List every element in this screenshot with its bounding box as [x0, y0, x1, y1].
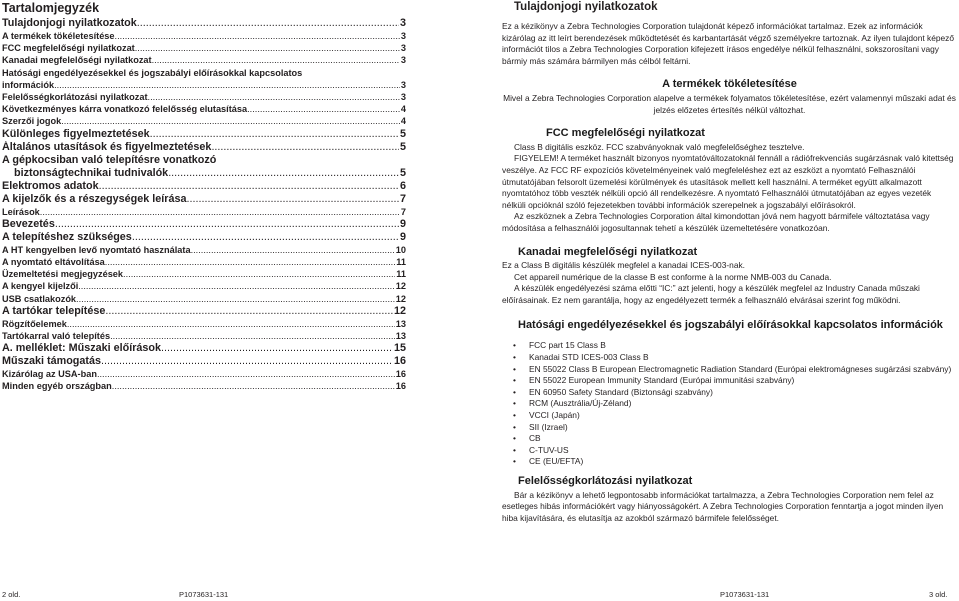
toc-entry[interactable] — [2, 180, 406, 193]
toc-entry-text: Minden egyéb országban — [2, 381, 112, 392]
toc-entry-text: A tartókar telepítése — [2, 304, 106, 317]
table-of-contents — [2, 17, 406, 393]
toc-entry-text: Tulajdonjogi nyilatkozatok — [2, 17, 137, 29]
toc-entry-page: 9 — [399, 217, 406, 230]
toc-entry-page: 12 — [395, 293, 406, 304]
toc-entry-text: Kizárólag az USA-ban — [2, 369, 97, 380]
toc-entry[interactable] — [2, 206, 406, 218]
toc-entry-page: 11 — [396, 257, 406, 268]
toc-entry[interactable] — [2, 42, 406, 54]
toc-entry-text: Különleges figyelmeztetések — [2, 127, 150, 140]
toc-leader-dots — [67, 318, 395, 330]
toc-entry-page: 3 — [400, 92, 406, 103]
list-item: • RCM (Ausztrália/Új-Zéland) — [518, 398, 957, 410]
toc-entry[interactable] — [2, 67, 406, 79]
toc-leader-dots — [148, 91, 400, 103]
toc-entry[interactable] — [2, 330, 406, 342]
toc-entry-page: 12 — [393, 304, 406, 317]
toc-entry-text: Tartókarral való telepítés — [2, 331, 111, 342]
toc-entry[interactable] — [2, 91, 406, 103]
toc-entry-text: A telepítéshez szükséges — [2, 230, 132, 243]
toc-entry[interactable] — [2, 380, 406, 392]
toc-entry[interactable] — [2, 103, 406, 115]
toc-entry[interactable] — [2, 244, 406, 256]
toc-entry[interactable] — [2, 231, 406, 244]
toc-entry-page: 9 — [399, 230, 406, 243]
toc-leader-dots — [105, 305, 393, 318]
list-item: • C-TUV-US — [518, 445, 957, 457]
toc-entry-page: 3 — [400, 79, 406, 90]
toc-title: Tartalomjegyzék — [2, 1, 100, 15]
toc-entry-page: 4 — [400, 104, 406, 115]
toc-entry[interactable] — [2, 218, 406, 231]
toc-entry[interactable] — [2, 305, 406, 318]
toc-leader-dots — [168, 167, 399, 180]
toc-entry-text: Felelősségkorlátozási nyilatkozat — [2, 92, 148, 103]
toc-leader-dots — [110, 330, 395, 342]
toc-entry-text: Szerzői jogok — [2, 116, 62, 127]
toc-entry-text: Hatósági engedélyezésekkel és jogszabályi előírásokkal kapcsolatos — [2, 67, 303, 78]
toc-leader-dots — [186, 193, 399, 206]
toc-entry-page: 5 — [399, 140, 406, 153]
list-item: • EN 60950 Safety Standard (Biztonsági szabvány) — [518, 387, 957, 399]
toc-entry-text: USB csatlakozók — [2, 293, 77, 304]
toc-entry[interactable] — [2, 193, 406, 206]
toc-entry[interactable] — [2, 79, 406, 91]
list-item: • Kanadai STD ICES-003 Class B — [518, 352, 957, 364]
toc-entry[interactable] — [2, 318, 406, 330]
toc-leader-dots — [101, 355, 393, 368]
regulatory-list — [502, 340, 957, 468]
toc-entry-text: A kijelzők és a részegységek leírása — [2, 192, 187, 205]
toc-entry[interactable] — [2, 256, 406, 268]
toc-entry-text: Következményes kárra vonatkozó felelősség elutasítása — [2, 104, 248, 115]
toc-entry-text: A gépkocsiban való telepítésre vonatkozó — [2, 153, 217, 166]
fcc-heading: FCC megfelelőségi nyilatkozat — [546, 127, 705, 140]
toc-entry-page: 6 — [399, 179, 406, 192]
toc-entry-text: A kengyel kijelzői — [2, 281, 79, 292]
improve-paragraph: Mivel a Zebra Technologies Corporation alapelve a termékek folyamatos tökéletesítése, ezért valamennyi műszaki adat és jelzés előzetes értesítés nélkül változhat. — [503, 92, 956, 115]
toc-entry-page: 16 — [393, 355, 406, 368]
toc-leader-dots — [78, 280, 395, 292]
toc-entry[interactable] — [2, 280, 406, 292]
toc-entry-text: biztonságtechnikai tudnivalók — [14, 166, 169, 179]
list-item: • EN 55022 European Immunity Standard (Európai immunitási szabvány) — [518, 375, 957, 387]
toc-leader-dots — [105, 256, 395, 268]
toc-entry-page: 3 — [400, 43, 406, 54]
toc-leader-dots — [112, 380, 395, 392]
toc-leader-dots — [135, 42, 400, 54]
toc-entry-text: Üzemeltetési megjegyzések — [2, 269, 124, 280]
list-item: • CE (EU/EFTA) — [518, 456, 957, 468]
toc-entry[interactable] — [2, 141, 406, 154]
toc-leader-dots — [211, 141, 399, 154]
disclaimer-paragraph: Bár a kézikönyv a lehető legpontosabb információkat tartalmazza, a Zebra Technologies Corporation nem felel az esetleges hibás információkért vagy hiányosságokért. A Zebra Technologies Corporation fenntartja a jogot minden ilyen hiba kijavítására, és elutasítja az azokból származó bármifele felelősséget. — [502, 489, 944, 523]
toc-entry-text: A termékek tökéletesítése — [2, 31, 115, 41]
toc-leader-dots — [123, 268, 395, 280]
canada-paragraph: A készülék engedélyezési száma előtti “IC:” azt jelenti, hogy a készülék megfelel az Industry Canada műszaki előírásainak. Ez nem garantálja, hogy az engedélyezett termék a felhasználó elvárásai szerint fog működni. — [502, 283, 920, 305]
list-item: • VCCI (Japán) — [518, 410, 957, 422]
improve-heading: A termékek tökéletesítése — [662, 78, 797, 91]
toc-entry[interactable] — [2, 368, 406, 380]
toc-leader-dots — [150, 128, 399, 141]
toc-entry-page: 12 — [395, 281, 406, 292]
right-page-header: Tulajdonjogi nyilatkozatok — [514, 1, 658, 13]
list-item: • SII (Izrael) — [518, 422, 957, 434]
toc-entry-text: Elektromos adatok — [2, 179, 99, 192]
footer-right-code: P1073631-131 — [720, 590, 770, 599]
toc-entry[interactable] — [2, 154, 406, 167]
toc-leader-dots — [55, 218, 399, 231]
toc-leader-dots — [99, 180, 399, 193]
toc-leader-dots — [76, 293, 395, 305]
disclaimer-heading: Felelősségkorlátozási nyilatkozat — [518, 475, 693, 487]
toc-entry-page: 16 — [395, 381, 406, 392]
toc-entry-page: 7 — [400, 206, 406, 217]
toc-entry[interactable] — [2, 293, 406, 305]
footer-right-page: 3 old. — [929, 590, 948, 599]
toc-entry-text: információk — [2, 79, 55, 90]
list-item: • FCC part 15 Class B — [518, 340, 957, 352]
list-item: • EN 55022 Class B European Electromagnetic Radiation Standard (Európai elektromágneses sugárzási szabvány) — [518, 364, 957, 376]
toc-entry-page: 11 — [396, 269, 406, 280]
list-item: • CB — [518, 433, 957, 445]
toc-entry[interactable] — [2, 17, 406, 30]
toc-entry[interactable] — [2, 167, 406, 180]
toc-entry-text: Rögzítőelemek — [2, 318, 67, 329]
toc-leader-dots — [152, 54, 400, 66]
toc-entry-text: Bevezetés — [2, 217, 55, 230]
toc-entry-text: Általános utasítások és figyelmeztetések — [2, 140, 212, 153]
canada-heading: Kanadai megfelelőségi nyilatkozat — [518, 245, 698, 258]
canada-paragraph: Ez a Class B digitális készülék megfelel a kanadai ICES-003-nak. — [502, 260, 745, 271]
toc-entry-page: 13 — [395, 318, 406, 329]
fcc-paragraph: Az eszköznek a Zebra Technologies Corporation által kimondottan jóvá nem hagyott bármifele változtatása vagy módosítása a felhasználói jogosultannak tehetí a készülék üzemeltetésére vonatkozóan. — [502, 211, 930, 233]
fcc-paragraph: Class B digitális eszköz. FCC szabványoknak való megfelelőséghez tesztelve. — [514, 141, 805, 152]
toc-entry[interactable] — [2, 342, 406, 355]
toc-leader-dots — [61, 115, 400, 127]
toc-entry-text: Kanadai megfelelőségi nyilatkozat — [2, 55, 152, 66]
toc-entry-page: 3 — [399, 17, 406, 29]
toc-entry-text: A HT kengyelben levő nyomtató használata — [2, 244, 191, 255]
toc-entry-text: FCC megfelelőségi nyilatkozat — [2, 43, 135, 54]
toc-leader-dots — [247, 103, 400, 115]
toc-leader-dots — [137, 17, 399, 30]
toc-entry[interactable] — [2, 268, 406, 280]
toc-entry[interactable] — [2, 30, 406, 42]
toc-entry-text: Leírások — [2, 206, 40, 217]
toc-entry-text: Műszaki támogatás — [2, 355, 102, 368]
toc-entry-page: 4 — [400, 116, 406, 127]
toc-leader-dots — [54, 79, 400, 91]
intro-paragraph: Ez a kézikönyv a Zebra Technologies Corporation tulajdonát képező információkat tartalmaz. Ezek az információk kizárólag az itt leírt berendezések működtetését és karbantartását végző személyekre tartoznak. Az ilyen tulajdont képező információt tilos a Zebra Technologies Corporation kifejezett írásos engedélye nélkül felhasználni, sokszorosítani vagy bármiy más számára bármilyen más célból feltárni. — [502, 21, 955, 66]
toc-entry-page: 16 — [395, 369, 406, 380]
right-page-body — [502, 21, 957, 524]
fcc-paragraph: FIGYELEM! A terméket használt bizonyos nyomtatóváltozatoknál fennáll a rádiófrekvenciás sugárzásnak való kitettség veszélye. Az FCC RF expozíciós követelményeinek való megfeleléshez ezt az eszközt a nyomtató Felhasználói útmutatójában felsorolt üzemelési körülmények és utasítások mellett kell használni. A terméket együtt alkalmazott nyomtatóhoz több veszték nélküli opció áll rendelkezésre. A nyomtató Felhasználói útmutatójában az egyes vezeték nélküli opcióknál szóló fejezetekben további információk szerepelnek a jogszabályi előírásokról. — [502, 153, 954, 210]
toc-entry[interactable] — [2, 115, 406, 127]
toc-entry-page: 3 — [400, 55, 406, 66]
toc-entry-page: 7 — [399, 192, 406, 205]
toc-leader-dots — [191, 244, 395, 256]
toc-entry-page: 13 — [395, 331, 406, 342]
toc-leader-dots — [97, 368, 395, 380]
toc-entry[interactable] — [2, 128, 406, 141]
regulatory-heading: Hatósági engedélyezésekkel és jogszabályi előírásokkal kapcsolatos információk — [518, 319, 943, 332]
toc-entry-page: 10 — [395, 244, 406, 255]
toc-entry-page: 15 — [393, 342, 406, 355]
toc-entry-page: 3 — [400, 31, 406, 41]
toc-leader-dots — [115, 30, 400, 42]
toc-entry-page: 5 — [399, 127, 406, 140]
toc-entry[interactable] — [2, 54, 406, 66]
canada-paragraph: Cet appareil numérique de la classe B est conforme à la norme NMB-003 du Canada. — [514, 271, 832, 282]
toc-leader-dots — [40, 206, 400, 218]
toc-entry-page: 5 — [399, 166, 406, 179]
toc-entry-text: A. melléklet: Műszaki előírások — [2, 342, 162, 355]
toc-entry-text: A nyomtató eltávolítása — [2, 257, 105, 268]
toc-leader-dots — [161, 342, 393, 355]
toc-entry[interactable] — [2, 355, 406, 368]
footer-left-page: 2 old. — [2, 590, 21, 599]
toc-leader-dots — [132, 231, 399, 244]
footer-left-code: P1073631-131 — [179, 590, 229, 599]
